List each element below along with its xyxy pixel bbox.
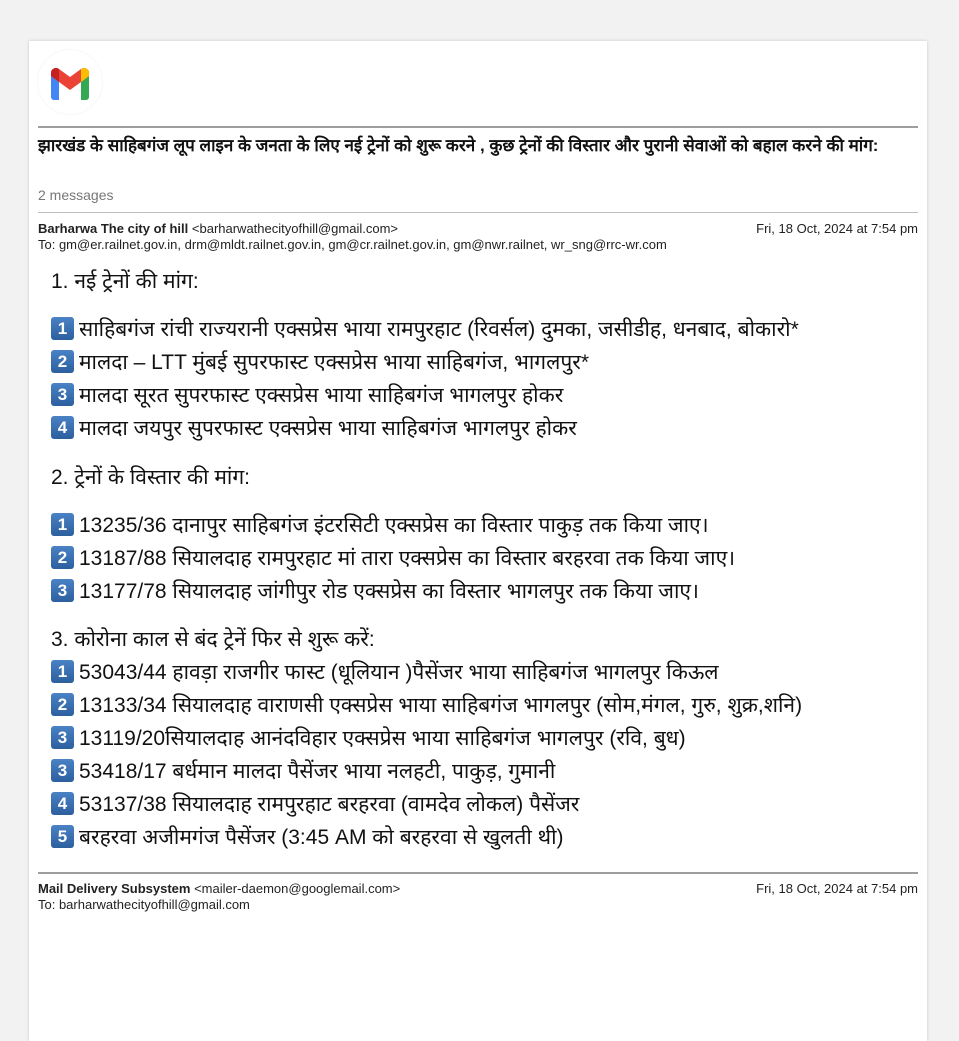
message-date: Fri, 18 Oct, 2024 at 7:54 pm <box>756 221 918 236</box>
list-item: 1 साहिबगंज रांची राज्यरानी एक्सप्रेस भाया रामपुरहाट (रिवर्सल) दुमका, जसीडीह, धनबाद, बोकारो* <box>51 315 799 345</box>
recipients: To: gm@er.railnet.gov.in, drm@mldt.railnet.gov.in, gm@cr.railnet.gov.in, gm@nwr.railnet, wr_sng@rrc-wr.com <box>38 237 667 252</box>
number-keycap-icon: 2 <box>51 350 74 373</box>
number-keycap-icon: 1 <box>51 317 74 340</box>
message-count: 2 messages <box>38 187 114 203</box>
list-item: 1 53043/44 हावड़ा राजगीर फास्ट (धूलियान )पैसेंजर भाया साहिबगंज भागलपुर किऊल <box>51 658 719 688</box>
sender-name: Barharwa The city of hill <box>38 221 189 236</box>
email-print-page <box>29 41 927 1041</box>
header-divider <box>38 126 918 128</box>
section-heading-restore: 3. कोरोना काल से बंद ट्रेनें फिर से शुरू करें: <box>51 628 375 651</box>
list-item: 3 मालदा सूरत सुपरफास्ट एक्सप्रेस भाया साहिबगंज भागलपुर होकर <box>51 381 563 411</box>
number-keycap-icon: 3 <box>51 759 74 782</box>
number-keycap-icon: 4 <box>51 416 74 439</box>
number-keycap-icon: 5 <box>51 825 74 848</box>
number-keycap-icon: 2 <box>51 546 74 569</box>
number-keycap-icon: 3 <box>51 579 74 602</box>
gmail-logo <box>38 50 102 114</box>
list-item: 3 13119/20सियालदाह आनंदविहार एक्सप्रेस भाया साहिबगंज भागलपुर (रवि, बुध) <box>51 724 686 754</box>
message-divider <box>38 872 918 874</box>
sender-email: <barharwathecityofhill@gmail.com> <box>191 221 399 236</box>
list-item: 2 13133/34 सियालदाह वाराणसी एक्सप्रेस भाया साहिबगंज भागलपुर (सोम,मंगल, गुरु, शुक्र,शनि) <box>51 691 802 721</box>
email-subject: झारखंड के साहिबगंज लूप लाइन के जनता के लिए नई ट्रेनों को शुरू करने , कुछ ट्रेनों की विस्तार और पुरानी सेवाओं को बहाल करने की मांग: <box>38 136 879 155</box>
section-heading-new-trains: 1. नई ट्रेनों की मांग: <box>51 270 199 293</box>
sender-email: <mailer-daemon@googlemail.com> <box>194 881 401 896</box>
list-item: 4 मालदा जयपुर सुपरफास्ट एक्सप्रेस भाया साहिबगंज भागलपुर होकर <box>51 414 577 444</box>
list-item: 3 53418/17 बर्धमान मालदा पैसेंजर भाया नलहटी, पाकुड़, गुमानी <box>51 757 555 787</box>
sender <box>38 221 398 237</box>
number-keycap-icon: 3 <box>51 383 74 406</box>
recipients: To: barharwathecityofhill@gmail.com <box>38 897 250 912</box>
number-keycap-icon: 2 <box>51 693 74 716</box>
list-item: 3 13177/78 सियालदाह जांगीपुर रोड एक्सप्रेस का विस्तार भागलपुर तक किया जाए। <box>51 577 699 607</box>
list-item: 2 13187/88 सियालदाह रामपुरहाट मां तारा एक्सप्रेस का विस्तार बरहरवा तक किया जाए। <box>51 544 735 574</box>
list-item: 1 13235/36 दानापुर साहिबगंज इंटरसिटी एक्सप्रेस का विस्तार पाकुड़ तक किया जाए। <box>51 511 709 541</box>
list-item: 4 53137/38 सियालदाह रामपुरहाट बरहरवा (वामदेव लोकल) पैसेंजर <box>51 790 579 820</box>
list-item: 2 मालदा – LTT मुंबई सुपरफास्ट एक्सप्रेस भाया साहिबगंज, भागलपुर* <box>51 348 589 378</box>
list-item: 5 बरहरवा अजीमगंज पैसेंजर (3:45 AM को बरहरवा से खुलती थी) <box>51 823 564 853</box>
section-heading-extension: 2. ट्रेनों के विस्तार की मांग: <box>51 466 250 489</box>
number-keycap-icon: 3 <box>51 726 74 749</box>
number-keycap-icon: 4 <box>51 792 74 815</box>
sender <box>38 881 400 897</box>
message-date: Fri, 18 Oct, 2024 at 7:54 pm <box>756 881 918 896</box>
number-keycap-icon: 1 <box>51 660 74 683</box>
number-keycap-icon: 1 <box>51 513 74 536</box>
gmail-m-icon <box>48 66 92 100</box>
sender-name: Mail Delivery Subsystem <box>38 881 191 896</box>
message-divider <box>38 212 918 213</box>
